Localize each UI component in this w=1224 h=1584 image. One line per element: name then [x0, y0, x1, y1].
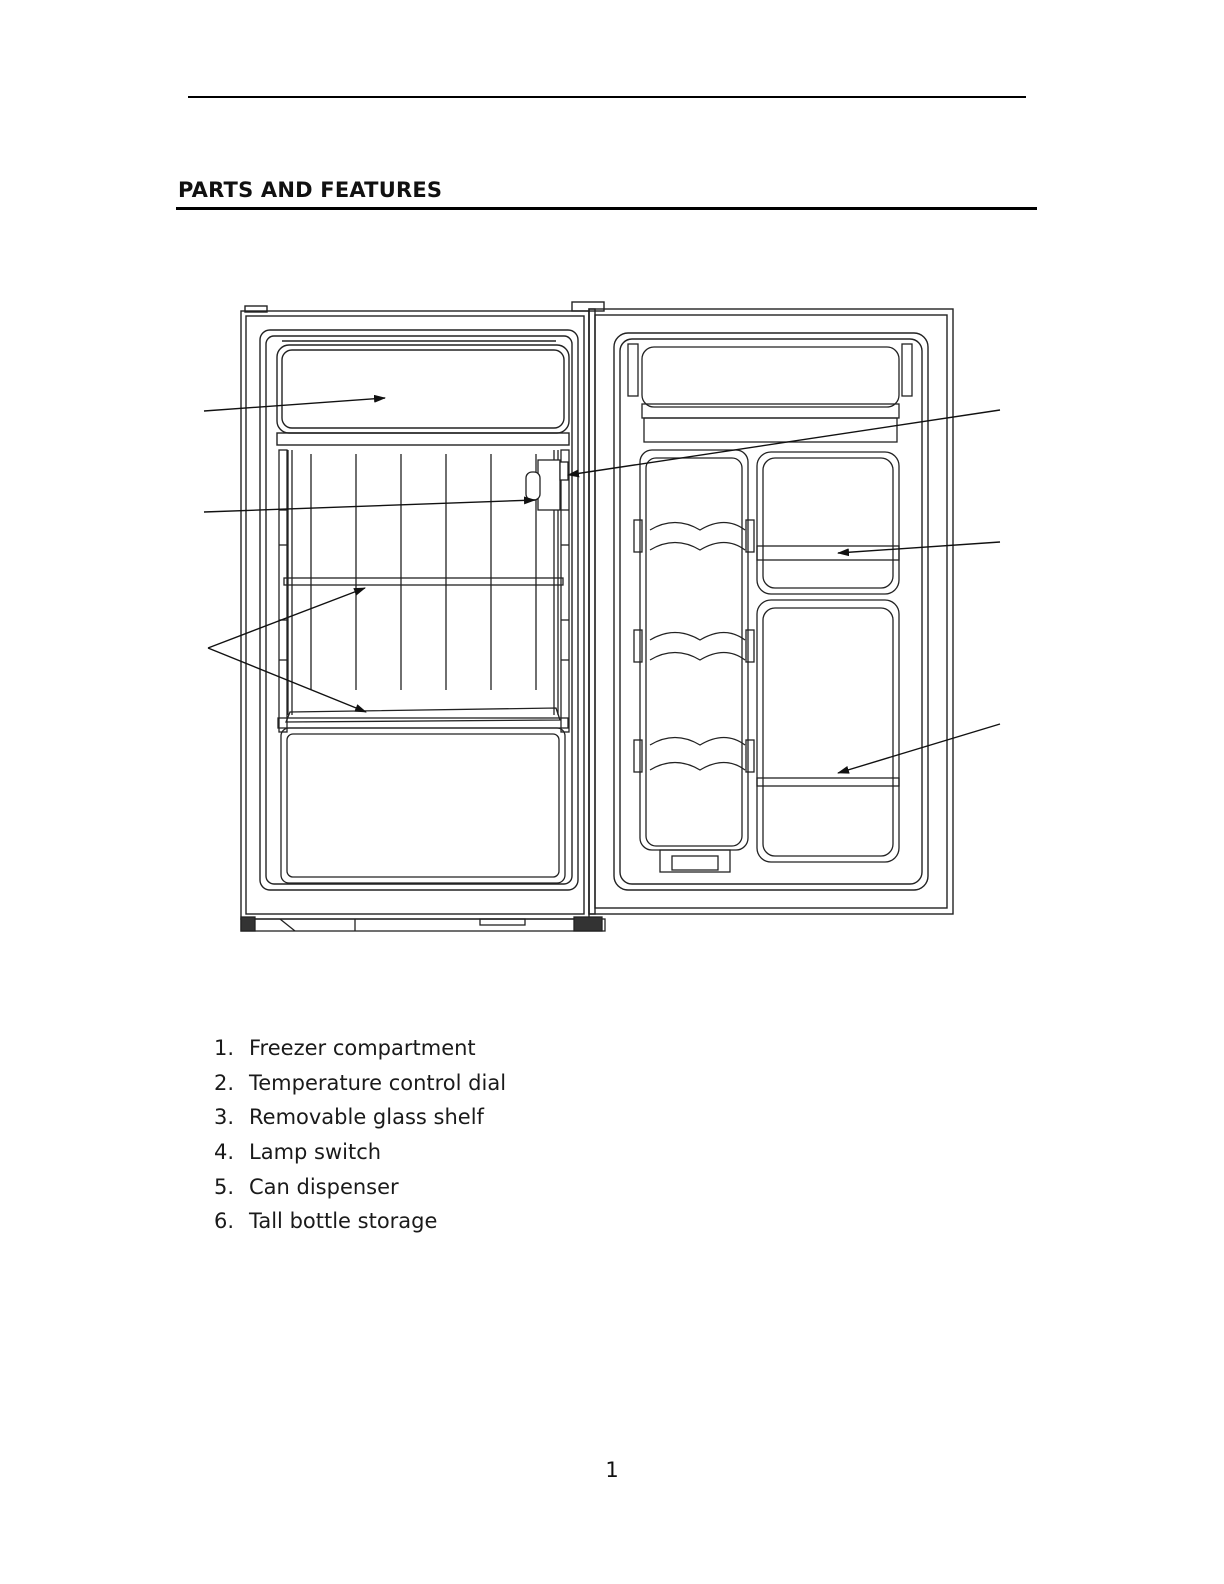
list-item: [214, 1172, 506, 1207]
list-item: [214, 1137, 506, 1172]
list-item: [214, 1033, 506, 1068]
list-item: [214, 1206, 506, 1241]
list-item-number: 1.: [214, 1036, 235, 1060]
list-item-number: 2.: [214, 1070, 235, 1095]
parts-list: [214, 1033, 506, 1241]
list-item-label: Tall bottle storage: [249, 1209, 438, 1234]
list-item-number: 6.: [214, 1209, 235, 1234]
callout-tall-bottle-storage: [838, 724, 1000, 773]
list-item: [214, 1068, 506, 1103]
section-title: PARTS AND FEATURES: [178, 178, 443, 202]
list-item-label: Temperature control dial: [249, 1070, 507, 1095]
temperature-control-housing: [526, 460, 568, 510]
page-number: 1: [605, 1458, 619, 1482]
tall-bottle-bin: [757, 600, 899, 862]
callout-temperature-control-dial: [204, 500, 535, 512]
list-item-number: 3.: [214, 1105, 235, 1130]
list-item-label: Freezer compartment: [249, 1036, 476, 1060]
list-item-label: Lamp switch: [249, 1140, 382, 1165]
callout-lamp-switch: [568, 410, 1000, 475]
callout-can-dispenser-bin: [838, 542, 1000, 553]
list-item-label: Removable glass shelf: [249, 1105, 484, 1130]
freezer-compartment: [277, 345, 569, 445]
list-item-number: 5.: [214, 1174, 235, 1199]
glass-shelf-lower: [278, 708, 568, 728]
glass-shelf-middle: [284, 578, 563, 585]
door-bin-upper: [757, 452, 899, 594]
list-item-number: 4.: [214, 1140, 235, 1165]
callout-freezer-compartment: [204, 398, 385, 411]
door-top-shelf: [628, 344, 912, 442]
crisper-drawer: [281, 728, 565, 883]
list-item-label: Can dispenser: [249, 1174, 399, 1199]
cabinet: [241, 302, 604, 919]
can-dispenser-column: [634, 450, 754, 872]
list-item: [214, 1102, 506, 1137]
cabinet-base: [241, 917, 605, 931]
